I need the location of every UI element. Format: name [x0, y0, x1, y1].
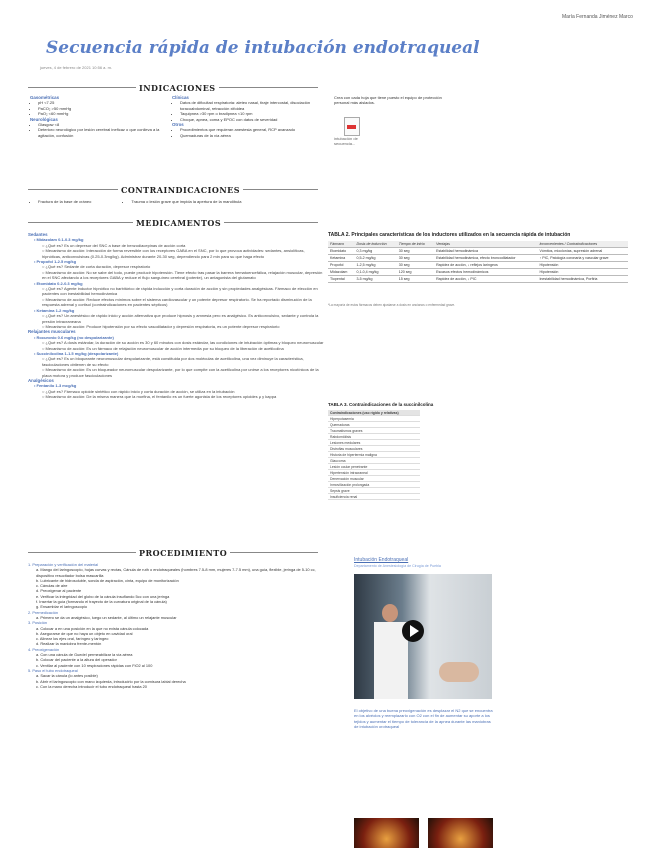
list-item: • Procedimientos que requieran anestesia general, RCP avanzado	[180, 127, 322, 132]
neuro-title: Neurológicas	[30, 116, 58, 122]
list-item: • PaO₂ <60 mmHg	[38, 111, 160, 116]
list-item: • PaCO₂ >50 mmHg	[38, 106, 160, 111]
section-title: INDICACIONES	[136, 83, 219, 93]
procedure-step: b. Abrir el laringoscopio con mano izquierda, introducirlo por la comisura labial derecha	[36, 678, 186, 684]
table-cell: Escasos efectos hemodinámicos	[434, 269, 537, 276]
table-cell: 0,3 mg/kg	[354, 248, 396, 255]
table-cell: Distrofias musculares	[328, 446, 420, 452]
table-row	[328, 494, 420, 500]
table-cell: 1-2,5 mg/kg	[354, 262, 396, 269]
list-item: • Datos de dificultad respiratoria: aleteo nasal, tiraje intercostal, disociación toracoabdominal, retracción xifoidea	[180, 100, 322, 111]
drug-note: ○ ¿Qué es? Agente inductor hipnótico no barbitúrico de rápida inducción y corta duración de acción y sin propiedades analgésicas. Fármaco de elección en pacientes con inestabilidad hemodinámica	[42, 286, 318, 297]
video-player[interactable]	[354, 574, 492, 699]
procedure-step: c. Con la mano derecha introducir el tubo endotraqueal hasta 20	[36, 683, 147, 689]
table-cell: Lesiones medulares	[328, 440, 420, 446]
table-cell: Inestabilidad hemodinámica, Porfiria	[537, 276, 628, 283]
drug-note: ○ ¿Qué es? Es un depresor del SNC a base de benzodiacepinas de acción corta	[42, 242, 186, 248]
section-title: PROCEDIMIENTO	[136, 548, 230, 558]
attachment-name[interactable]: intubación de secuencia...	[334, 136, 358, 147]
video-title-link[interactable]: Intubación Endotraqueal	[354, 557, 409, 563]
indicaciones-left	[30, 95, 160, 138]
video-subtitle: Departamento de Anestesiología de Cirugía de Puebla	[354, 564, 441, 568]
otros-list	[172, 127, 322, 138]
procedure-step: a. Sacar la cánula (lo antes posible)	[36, 673, 98, 679]
section-title: CONTRAINDICACIONES	[118, 185, 243, 195]
tabla2	[328, 241, 628, 283]
med-group-title: Analgésicos	[28, 377, 54, 383]
procedure-step: d. Preoxigenar al paciente	[36, 588, 82, 594]
table-cell: Estabilidad hemodinámica	[434, 248, 537, 255]
tabla3	[328, 410, 420, 500]
table-cell: Propofol	[328, 262, 354, 269]
drug-name: • Fentanilo 1-3 mcg/kg	[34, 383, 77, 389]
procedure-step: c. Ventilar al paciente con 10 respiraciones rápidas con FiO2 al 100	[36, 662, 153, 668]
drug-note: ○ Mecanismo de acción: Es un bloqueador neuromuscular despolarizante, por lo que compite con la acetilcolina por unirse a los receptores nicotínicos de la placa motora y produce fasciculaciones	[42, 367, 319, 378]
tabla2-footnote: *La mayoría de estos fármacos deben ajustarse a dosis en ancianos o enfermedad grave.	[328, 303, 456, 307]
table-row	[328, 276, 628, 283]
drug-note: ○ Mecanismo de acción: Reduce efectos mínimos sobre el sistema cardiovascular y un potente depresor respiratorio. Se ha reportado disminución de la respuesta adrenal y cortisol (contraindicaciones en pacientes sépticos)	[42, 296, 312, 308]
list-item: • Deterioro neurológico por lesión cerebral ineficaz o que conlleva a la agitación, confusión	[38, 127, 160, 138]
list-item: • Choque, apnea, coma y EPOC con datos de severidad	[180, 117, 322, 122]
table-cell: 0,1-0,4 mg/kg	[354, 269, 396, 276]
drug-name: • Propofol 1-2.5 mg/kg	[34, 259, 77, 265]
table-row	[328, 248, 628, 255]
table-cell: Rapidez de acción, ↓ reflejos laríngeos	[434, 262, 537, 269]
procedure-step: c. Alinear los ejes oral, faríngeo y laríngeo	[36, 636, 109, 642]
drug-name: • Ketamina 1-2 mg/kg	[34, 307, 75, 313]
table-cell: ↑ PIC, Patología coronaria y vascular grave	[537, 255, 628, 262]
contraindicaciones-list	[30, 199, 330, 204]
table-header: Tiempo de inicio	[397, 241, 434, 248]
table-cell: Historia de hipertermia maligna	[328, 452, 420, 458]
table-row	[328, 255, 628, 262]
procedure-step: 2. Premedicación	[28, 609, 59, 615]
gasometricas-list	[30, 100, 160, 116]
tabla3-header: Contraindicaciones (uso rígido y relativas)	[328, 410, 420, 416]
drug-note: ○ ¿Qué es? Es un bloqueante neuromuscular despolarizante, está constituida por dos moléculas de acetilcolina, una vez diminuye la característica, fasciculaciones obtienen de su efecto	[42, 356, 304, 367]
table-cell: Estabilidad hemodinámica, efecto broncodilatador	[434, 255, 537, 262]
neuro-list	[30, 122, 160, 138]
table-cell: Hipotensión	[537, 269, 628, 276]
table-header: Ventajas	[434, 241, 537, 248]
pdf-file-icon[interactable]	[344, 117, 360, 136]
list-item: • Trauma o lesión grave que impida la apertura de la mandíbula	[131, 199, 241, 204]
table-cell: Denervación muscular	[328, 476, 420, 482]
procedure-step: 3. Posición	[28, 620, 48, 626]
procedure-step: 5. Paso el tubo endotraqueal	[28, 667, 78, 673]
table-cell: Traumatismos graves	[328, 428, 420, 434]
table-cell: Etomidato	[328, 248, 354, 255]
table-cell: 0,5-2 mg/kg	[354, 255, 396, 262]
table-cell: Ketamina	[328, 255, 354, 262]
procedure-step: b. Colocar del paciente a la altura del operador	[36, 657, 117, 663]
section-header-indicaciones	[28, 83, 318, 92]
table-cell: 3-5 mg/kg	[354, 276, 396, 283]
clinicas-list	[172, 100, 322, 122]
page-title: Secuencia rápida de intubación endotraqueal	[46, 38, 480, 58]
procedure-step: b. Lubricante de hidrosoluble, sonda de aspiración, cinta, equipo de monitorización	[36, 577, 179, 583]
laryngoscopy-image-right	[428, 818, 493, 848]
indicaciones-right	[172, 95, 322, 138]
procedure-step: a. Primero se da un analgésico, luego un sedante, al último un relajante muscular	[36, 614, 177, 620]
med-group-title: Relajantes musculares	[28, 329, 76, 335]
table-cell: Hipotensión	[537, 262, 628, 269]
gasometricas-title: Gasométricas	[30, 95, 60, 100]
table-header: Inconvenientes / Contraindicaciones	[537, 241, 628, 248]
drug-note: ○ Mecanismo de acción: De la misma manera que la morfina, el fentanilo es un fuerte agonista de los receptores opioides μ y kappa	[42, 394, 277, 400]
drug-name: • Midazolam 0.1-0.3 mg/kg	[34, 237, 84, 243]
list-item: • Quemaduras de la vía aérea	[180, 133, 322, 138]
table-header: Fármaco	[328, 241, 354, 248]
table-cell: Lesión ocular penetrante	[328, 464, 420, 470]
video-note: El objetivo de una buena preoxigenación es desplazar el N2 que se encuentra en los alvéolos y reemplazarlo con O2 con el fin de aumentar su aporte a los tejidos y aumentar el tiempo de tolerancia de la apnea durante las maniobras de intubación orotraqueal	[354, 708, 493, 730]
procedure-step: g. Ensamblar el laringoscopio	[36, 604, 88, 610]
drug-note: ○ ¿Qué es? Sedante de corta duración, depresor respiratorio	[42, 264, 151, 270]
med-group-title: Sedantes	[28, 232, 48, 237]
clinicas-title: Clínicas	[172, 95, 189, 100]
procedure-step: c. Cánulas de aire	[36, 583, 68, 589]
laryngoscopy-image-left	[354, 818, 419, 848]
drug-note: ○ Mecanismo de acción: Es un fármaco de relajación neuromuscular de acción intermedia por su bloqueo de la liberación de acetilcolina	[42, 345, 284, 351]
drug-note: ○ ¿Qué es? Un anestésico de rápido inicio y acción alternativa que produce hipnosis y amnesia pero es analgésico. Es anticonvulsivo, sedante y controla la presión intracraneana	[42, 313, 319, 324]
drug-name: • Succinilcolina 1-1.5 mg/kg (despolarizante)	[34, 350, 119, 356]
drug-note: ○ Mecanismo de acción: Produce hipotensión por su efecto vasodilatador y depresión respiratoria, es un potente depresor respiratorio	[42, 323, 280, 329]
medicamentos-block	[28, 232, 324, 400]
table-cell: Sepsis grave	[328, 488, 420, 494]
table-cell: 30 seg	[397, 255, 434, 262]
table-cell: Quemaduras	[328, 422, 420, 428]
list-item: • Fractura de la base de cráneo	[38, 199, 91, 204]
table-header: Dosis de inducción	[354, 241, 396, 248]
procedure-step: 4. Preoxigenación	[28, 646, 60, 652]
procedure-step: 1. Preparación y verificación del material	[28, 562, 99, 567]
section-title: MEDICAMENTOS	[133, 218, 224, 228]
list-item: • Taquipnea >30 rpm o bradipnea <10 rpm	[180, 111, 322, 116]
table-cell: Hipertensión intracraneal	[328, 470, 420, 476]
table-cell: Inmovilización prolongada	[328, 482, 420, 488]
procedure-step: a. Mango del laringoscopio, hojas curvas y rectas, Cánula de ruth o endotraqueales (hombres 7.5-8 mm, mujeres 7-7.5 mm), una guía, flexible, jeringa de 5-10 cc, dispositivo resucitador bolsa mascarilla	[36, 567, 316, 578]
attachment-note: Crea con cada hoja que tiene puesto el equipo de protección personal más aislados.	[334, 95, 442, 106]
drug-note: ○ Mecanismo de acción: Interacción de forma reversible con los receptores GABA en el SNC, por lo que provoca actividades: sedantes, ansiolíticas, hipnóticas, anticonvulsivas (0.25-0.3mg/kg). Administrar durante 20-30 seg, dependiendo para 2 min para su que haga efecto	[42, 248, 305, 259]
table-cell: 30 seg	[397, 262, 434, 269]
table-cell: Glaucoma	[328, 458, 420, 464]
otros-title: Otros	[172, 122, 184, 128]
drug-note: ○ ¿Qué es? A dosis estándar, la duración de su acción es 30 y 60 minutos con dosis estándar, las condiciones de intubación óptimas y bloqueo neuromuscular	[42, 340, 324, 346]
table-cell: Vómitos, mioclonías, supresión adrenal	[537, 248, 628, 255]
page-date: jueves, 4 de febrero de 2021 10:56 a. m.	[40, 65, 113, 70]
table-cell: Hiperpotasemia	[328, 416, 420, 422]
table-cell: Rapidez de acción, ↓ PIC	[434, 276, 537, 283]
procedure-step: b. Asegurarse de que no haya un objeto en cavidad oral	[36, 630, 133, 636]
table-row	[328, 269, 628, 276]
drug-note: ○ Mecanismo de acción: No se sabe del todo, puede producir hipotensión. Tiene efecto tras pasar la barrera hematoencefálica, relajación muscular, depresión en el SNC afectando a los receptores GABA y reduce el flujo sanguíneo cerebral (potente), un antagonista del glutamato	[42, 269, 323, 281]
table-cell: Midazolam	[328, 269, 354, 276]
tabla3-title: TABLA 3. Contraindicaciones de la succinilcolina	[328, 402, 434, 407]
play-icon[interactable]	[402, 620, 424, 642]
table-cell: 120 seg	[397, 269, 434, 276]
section-header-medicamentos	[28, 218, 318, 227]
procedimiento-list	[28, 562, 328, 689]
procedure-step: f. Insertar la guía (formando el trayecto de la curvatura original de la cánula)	[36, 599, 167, 605]
drug-name: • Etomidato 0.2-0.3 mg/kg	[34, 280, 83, 286]
table-cell: Rabdomiólisis	[328, 434, 420, 440]
tabla2-title: TABLA 2. Principales características de los inductores utilizados en la secuencia rápida de intubación	[328, 232, 571, 238]
procedure-step: d. Realizar la maniobra frente-mentón	[36, 641, 102, 647]
author-name: María Fernanda Jiménez Marco	[562, 14, 633, 20]
section-header-contraindicaciones	[28, 185, 318, 194]
table-cell: Insuficiencia renal	[328, 494, 420, 500]
procedure-step: a. Colocar a en una posición en la que no exista cánula colocada	[36, 625, 149, 631]
table-row	[328, 262, 628, 269]
list-item: • pH <7.25	[38, 100, 160, 105]
table-cell: Tiopental	[328, 276, 354, 283]
table-cell: 15 seg	[397, 276, 434, 283]
procedure-step: e. Verificar la integridad del globo de la cánula insuflando 5cc con una jeringa	[36, 593, 170, 599]
list-item: • Glasgow <8	[38, 122, 160, 127]
procedure-step: a. Con una cánula de Guedel permeabilizar la vía aérea	[36, 652, 133, 658]
table-cell: 30 seg	[397, 248, 434, 255]
section-header-procedimiento	[28, 548, 318, 557]
drug-name: • Rocuronio 0.6 mg/kg (no despolarizante)	[34, 334, 114, 340]
drug-note: ○ ¿Qué es? Fármaco opioide sintético con rápido inicio y corta duración de acción, se utiliza en la intubación	[42, 388, 235, 394]
